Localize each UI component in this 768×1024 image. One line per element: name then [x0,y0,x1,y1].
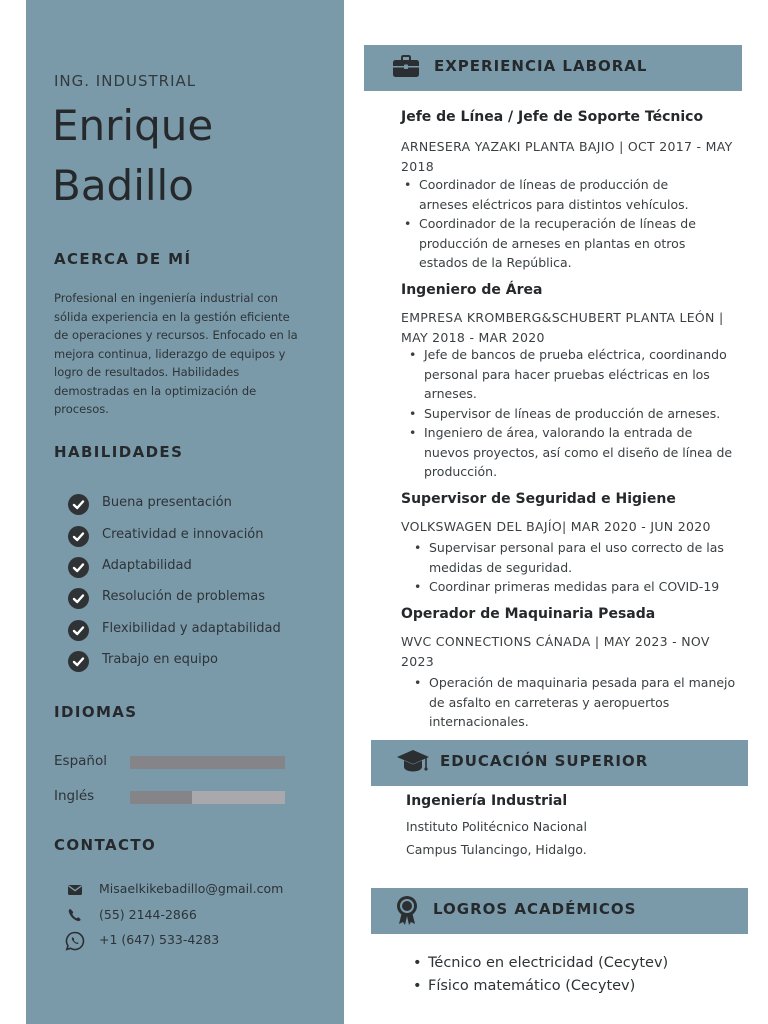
skills-heading: HABILIDADES [54,443,184,461]
job-title: Operador de Maquinaria Pesada [401,606,656,622]
skill-label: Flexibilidad y adaptabilidad [102,621,281,636]
skill-label: Buena presentación [102,495,232,510]
check-circle-icon [68,620,89,641]
check-circle-icon [68,494,89,515]
skill-label: Creatividad e innovación [102,527,264,542]
email-text[interactable]: Misaelkikebadillo@gmail.com [99,881,284,896]
person-name [52,96,213,216]
achievement-item: • Técnico en electricidad (Cecytev) [410,952,668,975]
phone-icon [64,905,86,925]
job-title: Jefe de Línea / Jefe de Soporte Técnico [401,109,704,125]
job-duties [411,673,736,732]
envelope-icon [64,879,86,899]
first-name: Enrique [52,101,214,150]
duty-item: • Ingeniero de área, valorando la entrada de nuevos proyectos, así como el diseño de línea de producción. [406,423,734,482]
whatsapp-icon [64,930,86,950]
skill-label: Trabajo en equipo [102,652,218,667]
duty-item: • Operación de maquinaria pesada para el manejo de asfalto en carreteras y aeropuertos internacionales. [411,673,736,732]
contact-heading: CONTACTO [54,836,157,854]
whatsapp-text[interactable]: +1 (647) 533-4283 [99,932,220,947]
job-company: WVC CONNECTIONS CÁNADA | MAY 2023 - NOV 2023 [401,634,710,669]
language-label: Español [54,753,107,769]
skill-label: Adaptabilidad [102,558,192,573]
job-duties [411,538,739,597]
job-duties [401,175,719,273]
language-level-fill [130,756,285,769]
duty-item: • Supervisor de líneas de producción de arneses. [406,404,734,424]
last-name: Badillo [52,161,194,210]
job-role: ING. INDUSTRIAL [54,72,197,90]
about-text: Profesional en ingeniería industrial con sólida experiencia en la gestión eficiente de operaciones y recursos. Enfocado en la mejora continua, liderazgo de equipos y logro de resultados. Habilidades demostradas en la optimización de procesos. [54,291,298,416]
about-heading: ACERCA DE MÍ [54,250,192,268]
job-title: Supervisor de Seguridad e Higiene [401,491,676,507]
education-heading: EDUCACIÓN SUPERIOR [440,752,649,770]
languages-heading: IDIOMAS [54,703,138,721]
achievements-section-header [371,888,748,934]
job-company: EMPRESA KROMBERG&SCHUBERT PLANTA LEÓN | MAY 2018 - MAR 2020 [401,310,724,345]
language-level-bar [130,756,285,769]
duty-item: • Coordinar primeras medidas para el COVID-19 [411,577,739,597]
achievements-heading: LOGROS ACADÉMICOS [433,900,637,918]
language-level-fill [130,791,192,804]
briefcase-icon [391,54,421,84]
duty-item: • Coordinador de líneas de producción de arneses eléctricos para distintos vehículos. [401,175,719,214]
check-circle-icon [68,588,89,609]
achievement-item: • Físico matemático (Cecytev) [410,975,668,998]
experience-heading: EXPERIENCIA LABORAL [434,57,648,75]
job-duties [406,345,734,482]
skill-label: Resolución de problemas [102,589,266,604]
check-circle-icon [68,651,89,672]
award-ribbon-icon [393,894,421,930]
degree-title: Ingeniería Industrial [406,793,568,809]
job-company: VOLKSWAGEN DEL BAJÍO| MAR 2020 - JUN 2020 [401,519,711,534]
check-circle-icon [68,526,89,547]
phone-text[interactable]: (55) 2144-2866 [99,907,197,922]
education-section-header [371,740,748,786]
language-label: Inglés [54,788,95,804]
duty-item: • Supervisar personal para el uso correcto de las medidas de seguridad. [411,538,739,577]
achievements-list [410,952,668,998]
campus-name: Campus Tulancingo, Hidalgo. [406,842,587,857]
job-company: ARNESERA YAZAKI PLANTA BAJIO | OCT 2017 - MAY 2018 [401,139,733,174]
job-title: Ingeniero de Área [401,282,543,298]
graduation-cap-icon [396,747,430,781]
institute-name: Instituto Politécnico Nacional [406,819,587,834]
language-level-bar [130,791,285,804]
duty-item: • Jefe de bancos de prueba eléctrica, coordinando personal para hacer pruebas eléctricas en los arneses. [406,345,734,404]
experience-section-header [364,45,742,91]
check-circle-icon [68,557,89,578]
duty-item: • Coordinador de la recuperación de líneas de producción de arneses en plantas en otros estados de la República. [401,214,719,273]
